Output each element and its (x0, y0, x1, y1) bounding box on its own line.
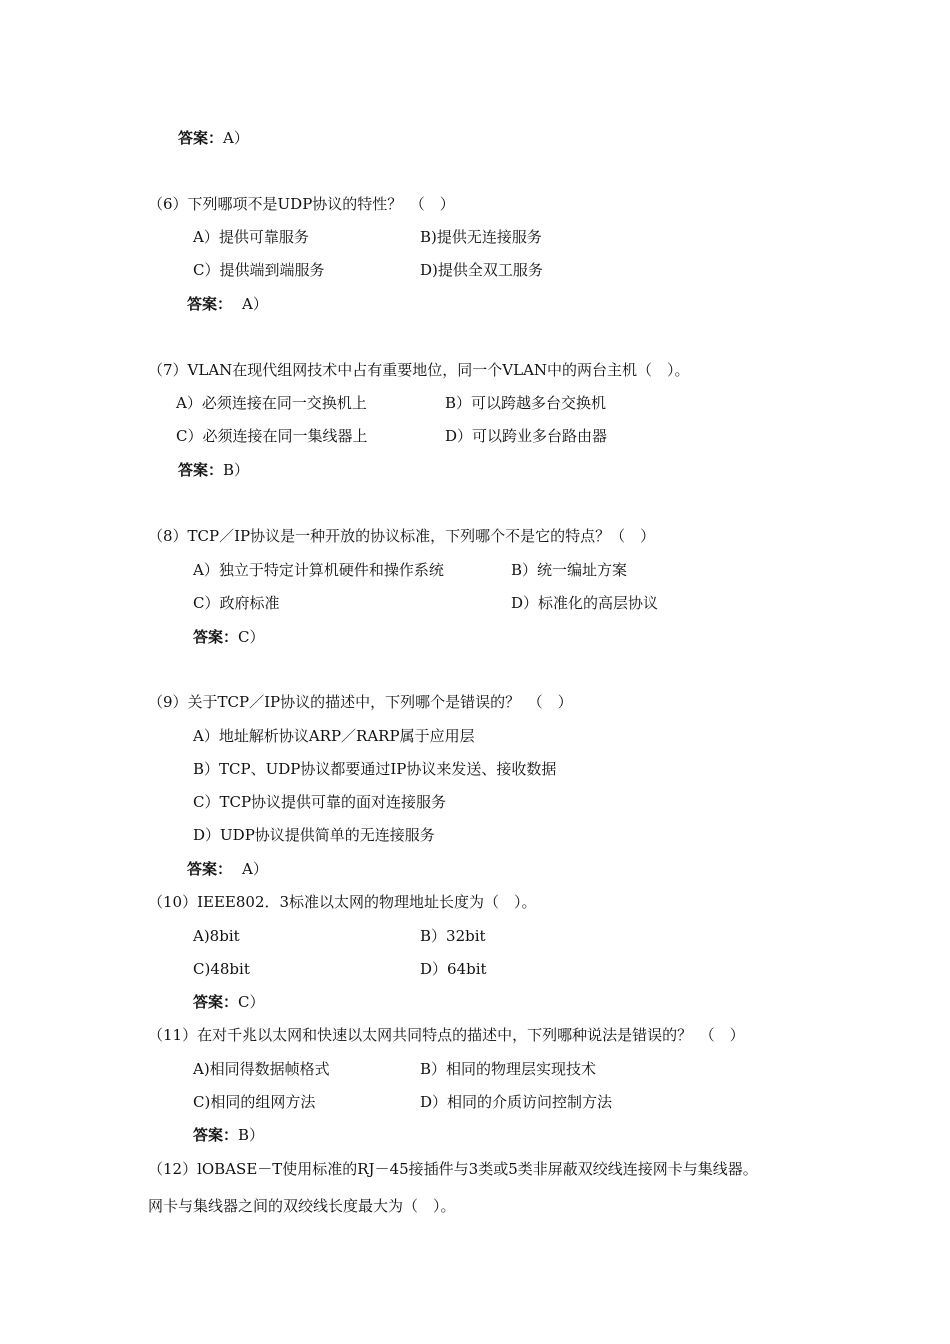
question-stem-q6: （6）下列哪项不是UDP协议的特性？ （ ） (148, 195, 455, 213)
answer-label: 答案： (193, 628, 239, 646)
question-stem-q12-continued: 网卡与集线器之间的双绞线长度最大为（ ）。 (148, 1197, 456, 1215)
question-stem-q8: （8）TCP／IP协议是一种开放的协议标准，下列哪个不是它的特点？（ ） (148, 527, 656, 545)
option-q11-b: B）相同的物理层实现技术 (420, 1060, 597, 1078)
answer-label: 答案： (187, 860, 233, 878)
option-q10-c: C)48bit (193, 960, 250, 978)
answer-value: C） (238, 628, 265, 646)
option-q11-d: D）相同的介质访问控制方法 (420, 1093, 613, 1111)
option-q8-d: D）标准化的高层协议 (511, 594, 659, 612)
option-q9-c: C）TCP协议提供可靠的面对连接服务 (193, 793, 447, 811)
answer-label: 答案： (178, 461, 224, 479)
option-q6-c: C）提供端到端服务 (193, 261, 325, 279)
option-q9-a: A）地址解析协议ARP／RARP属于应用层 (193, 727, 475, 745)
option-q7-c: C）必须连接在同一集线器上 (176, 427, 368, 445)
option-q10-d: D）64bit (420, 960, 487, 978)
option-q11-a: A)相同得数据帧格式 (193, 1060, 330, 1078)
option-q9-b: B）TCP、UDP协议都要通过IP协议来发送、接收数据 (193, 760, 557, 778)
answer-value: B） (223, 461, 250, 479)
answer-label: 答案： (178, 129, 224, 147)
option-q11-c: C)相同的组网方法 (193, 1093, 316, 1111)
question-stem-q11: （11）在对千兆以太网和快速以太网共同特点的描述中，下列哪种说法是错误的？ （ ） (148, 1026, 745, 1044)
option-q6-b: B)提供无连接服务 (420, 228, 542, 246)
answer-line-q10 (193, 992, 265, 1012)
answer-value: B） (238, 1126, 265, 1144)
question-stem-q7: （7）VLAN在现代组网技术中占有重要地位，同一个VLAN中的两台主机（ ）。 (148, 361, 690, 379)
question-stem-q9: （9）关于TCP／IP协议的描述中，下列哪个是错误的？ （ ） (148, 693, 573, 711)
answer-value: A） (223, 129, 249, 147)
option-q8-c: C）政府标准 (193, 594, 280, 612)
question-stem-q10: （10）IEEE802．3标准以太网的物理地址长度为（ ）。 (148, 893, 537, 911)
option-q10-b: B）32bit (420, 927, 486, 945)
answer-label: 答案： (193, 993, 239, 1011)
answer-line-q6 (187, 294, 268, 314)
option-q8-a: A）独立于特定计算机硬件和操作系统 (193, 561, 444, 579)
answer-value: C） (238, 993, 265, 1011)
option-q9-d: D）UDP协议提供简单的无连接服务 (193, 826, 435, 844)
option-q7-d: D）可以跨业多台路由器 (445, 427, 608, 445)
answer-label: 答案： (193, 1126, 239, 1144)
option-q10-a: A)8bit (193, 927, 240, 945)
answer-line-q11 (193, 1125, 264, 1145)
answer-value: A） (242, 295, 268, 313)
option-q8-b: B）统一编址方案 (511, 561, 628, 579)
answer-line-q5 (178, 128, 249, 148)
answer-line-q8 (193, 627, 265, 647)
answer-line-q9 (187, 859, 268, 879)
option-q6-d: D)提供全双工服务 (420, 261, 543, 279)
option-q7-a: A）必须连接在同一交换机上 (176, 394, 367, 412)
question-stem-q12: （12）lOBASE－T使用标准的RJ－45接插件与3类或5类非屏蔽双绞线连接网卡与集线器。 (148, 1160, 758, 1178)
answer-value: A） (242, 860, 268, 878)
option-q7-b: B）可以跨越多台交换机 (445, 394, 607, 412)
option-q6-a: A）提供可靠服务 (193, 228, 309, 246)
answer-line-q7 (178, 460, 249, 480)
answer-label: 答案： (187, 295, 233, 313)
